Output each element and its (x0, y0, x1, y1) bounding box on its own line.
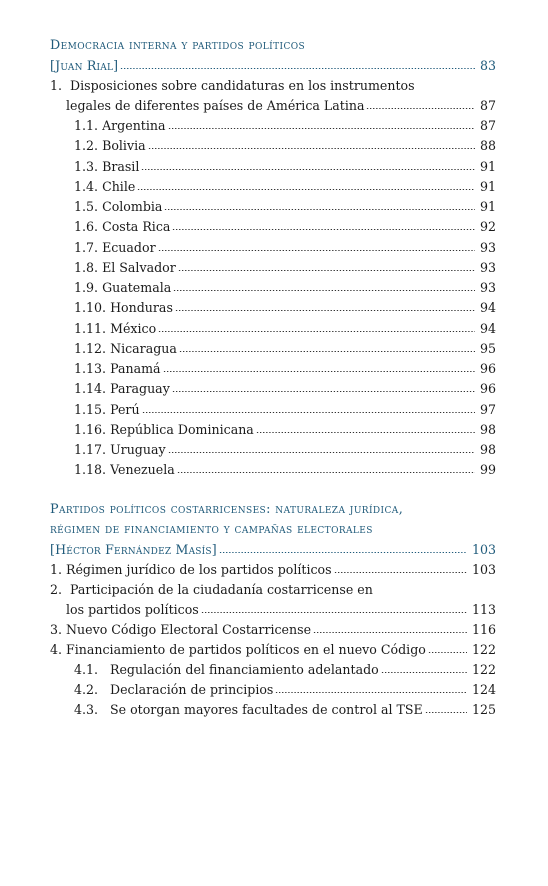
toc-item[interactable] (50, 642, 496, 658)
subitem-number: 1.8. (74, 259, 99, 275)
toc-subitem[interactable] (74, 300, 496, 316)
toc-subitem[interactable] (74, 341, 496, 357)
dot-leader (168, 118, 475, 130)
dot-leader (381, 662, 467, 674)
subitem-label: Argentina (102, 118, 166, 133)
section-title: Partidos políticos costarricenses: naturaleza jurídica, (50, 502, 404, 517)
dot-leader (172, 219, 475, 231)
toc-subitem[interactable] (74, 662, 496, 678)
toc-author-entry[interactable] (50, 58, 496, 74)
page-number: 88 (479, 138, 496, 154)
toc-author-entry[interactable] (50, 542, 496, 558)
toc-subitem[interactable] (74, 199, 496, 215)
page-number: 87 (479, 118, 496, 133)
page-number: 124 (471, 682, 496, 697)
dot-leader (275, 682, 467, 694)
subitem-number: 1.13. (74, 361, 107, 376)
subitem-number: 4.1. (74, 662, 99, 677)
page-number: 95 (479, 340, 496, 356)
toc-subitem[interactable] (74, 118, 496, 134)
subitem-number: 1.17. (74, 442, 107, 457)
dot-leader (175, 300, 475, 312)
subitem-label: Se otorgan mayores facultades de control al TSE (110, 702, 423, 717)
page-number: 98 (479, 442, 496, 457)
toc-subitem[interactable] (74, 219, 496, 235)
page-number: 93 (479, 259, 496, 275)
subitem-number: 1.7. (74, 239, 99, 255)
item-number: 2. (50, 582, 63, 597)
subitem-label: Chile (102, 178, 136, 194)
dot-leader (219, 542, 467, 554)
item-label: Financiamiento de partidos políticos en el nuevo Código (66, 642, 426, 657)
toc-subitem[interactable] (74, 682, 496, 698)
subitem-label: Venezuela (110, 462, 175, 478)
subitem-number: 1.16. (74, 421, 107, 437)
subitem-number: 1.10. (74, 300, 107, 316)
author-name: [Héctor Fernández Masís] (50, 542, 217, 557)
page-number: 93 (479, 280, 496, 295)
item-number: 4. (50, 642, 63, 657)
subitem-number: 1.18. (74, 462, 107, 478)
subitem-number: 1.4. (74, 178, 99, 194)
dot-leader (142, 402, 475, 414)
subitem-label: Perú (110, 401, 140, 417)
subitem-label: Honduras (110, 300, 173, 316)
item-number: 3. (50, 622, 63, 637)
item-label: Régimen jurídico de los partidos políticos (66, 562, 332, 577)
page-number: 98 (479, 421, 496, 437)
page-number: 96 (479, 381, 496, 397)
toc-subitem[interactable] (74, 702, 496, 718)
page-number: 92 (479, 219, 496, 235)
section-title: régimen de financiamiento y campañas electorales (50, 522, 373, 537)
subitem-label: México (110, 320, 157, 336)
page-number: 93 (479, 239, 496, 255)
page-number: 103 (471, 562, 496, 577)
toc-subitem[interactable] (74, 361, 496, 377)
page-number: 99 (479, 462, 496, 478)
page-number: 87 (479, 98, 496, 113)
subitem-label: Brasil (102, 158, 140, 174)
item-label: Nuevo Código Electoral Costarricense (66, 622, 312, 637)
toc-subitem[interactable] (74, 422, 496, 438)
subitem-number: 1.14. (74, 381, 107, 397)
page-number: 103 (471, 542, 496, 557)
toc-subitem[interactable] (74, 159, 496, 175)
page-number: 94 (479, 300, 496, 316)
subitem-label: Costa Rica (102, 219, 171, 235)
subitem-label: Ecuador (102, 239, 156, 255)
dot-leader (173, 280, 475, 292)
dot-leader (334, 562, 467, 574)
toc-item[interactable] (50, 562, 496, 578)
page-number: 83 (479, 58, 496, 73)
subitem-number: 1.5. (74, 199, 99, 214)
toc-subitem[interactable] (74, 179, 496, 195)
toc-item-line (50, 582, 373, 598)
toc-item-line (50, 78, 415, 94)
page-number: 125 (471, 702, 496, 717)
subitem-number: 1.1. (74, 118, 99, 133)
page-number: 91 (479, 178, 496, 194)
page-number: 94 (479, 320, 496, 336)
dot-leader (168, 442, 475, 454)
subitem-number: 1.6. (74, 219, 99, 235)
toc-subitem[interactable] (74, 240, 496, 256)
subitem-label: Paraguay (110, 381, 170, 397)
dot-leader (141, 159, 475, 171)
item-label: Participación de la ciudadanía costarricense en (70, 582, 373, 597)
dot-leader (201, 602, 467, 614)
page-number: 122 (471, 662, 496, 677)
page-number: 97 (479, 401, 496, 417)
item-label: legales de diferentes países de América Latina (66, 98, 365, 113)
dot-leader (172, 381, 475, 393)
toc-subitem[interactable] (74, 280, 496, 296)
page-number: 122 (471, 642, 496, 657)
subitem-number: 1.15. (74, 401, 107, 417)
item-number: 1. (50, 562, 63, 577)
dot-leader (158, 321, 475, 333)
dot-leader (163, 361, 475, 373)
subitem-label: Panamá (110, 361, 161, 376)
page-number: 113 (471, 602, 496, 617)
toc-item[interactable] (66, 98, 496, 114)
dot-leader (256, 422, 475, 434)
dot-leader (177, 462, 475, 474)
item-label: los partidos políticos (66, 602, 199, 617)
toc-subitem[interactable] (74, 381, 496, 397)
section-title: Democracia interna y partidos políticos (50, 38, 306, 53)
toc-subitem[interactable] (74, 260, 496, 276)
subitem-number: 4.3. (74, 702, 99, 717)
item-number: 1. (50, 78, 63, 93)
dot-leader (137, 179, 475, 191)
subitem-number: 1.12. (74, 340, 107, 356)
author-name: [Juan Rial] (50, 58, 119, 73)
dot-leader (178, 260, 475, 272)
toc-item[interactable] (50, 622, 496, 638)
page-number: 91 (479, 199, 496, 214)
toc-subitem[interactable] (74, 321, 496, 337)
subitem-label: Nicaragua (110, 340, 177, 356)
dot-leader (120, 58, 475, 70)
subitem-number: 1.11. (74, 320, 107, 336)
page-number: 96 (479, 361, 496, 376)
subitem-label: Regulación del financiamiento adelantado (110, 662, 379, 677)
subitem-label: Colombia (102, 199, 163, 214)
dot-leader (425, 702, 467, 714)
dot-leader (366, 98, 475, 110)
dot-leader (428, 642, 467, 654)
dot-leader (164, 199, 475, 211)
item-label: Disposiciones sobre candidaturas en los instrumentos (70, 78, 415, 93)
toc-subitem[interactable] (74, 138, 496, 154)
subitem-number: 1.2. (74, 138, 99, 154)
toc-subitem[interactable] (74, 442, 496, 458)
subitem-number: 4.2. (74, 682, 99, 697)
dot-leader (158, 240, 475, 252)
toc-item[interactable] (66, 602, 496, 618)
toc-subitem[interactable] (74, 462, 496, 478)
subitem-number: 1.3. (74, 158, 99, 174)
dot-leader (313, 622, 467, 634)
subitem-label: Bolivia (102, 138, 146, 154)
page-number: 91 (479, 158, 496, 174)
page-number: 116 (471, 622, 496, 637)
subitem-label: República Dominicana (110, 421, 254, 437)
subitem-label: Declaración de principios (110, 682, 274, 697)
toc-subitem[interactable] (74, 402, 496, 418)
subitem-label: Uruguay (110, 442, 166, 457)
subitem-label: El Salvador (102, 259, 176, 275)
dot-leader (179, 341, 475, 353)
subitem-number: 1.9. (74, 280, 99, 295)
dot-leader (148, 138, 475, 150)
subitem-label: Guatemala (102, 280, 172, 295)
